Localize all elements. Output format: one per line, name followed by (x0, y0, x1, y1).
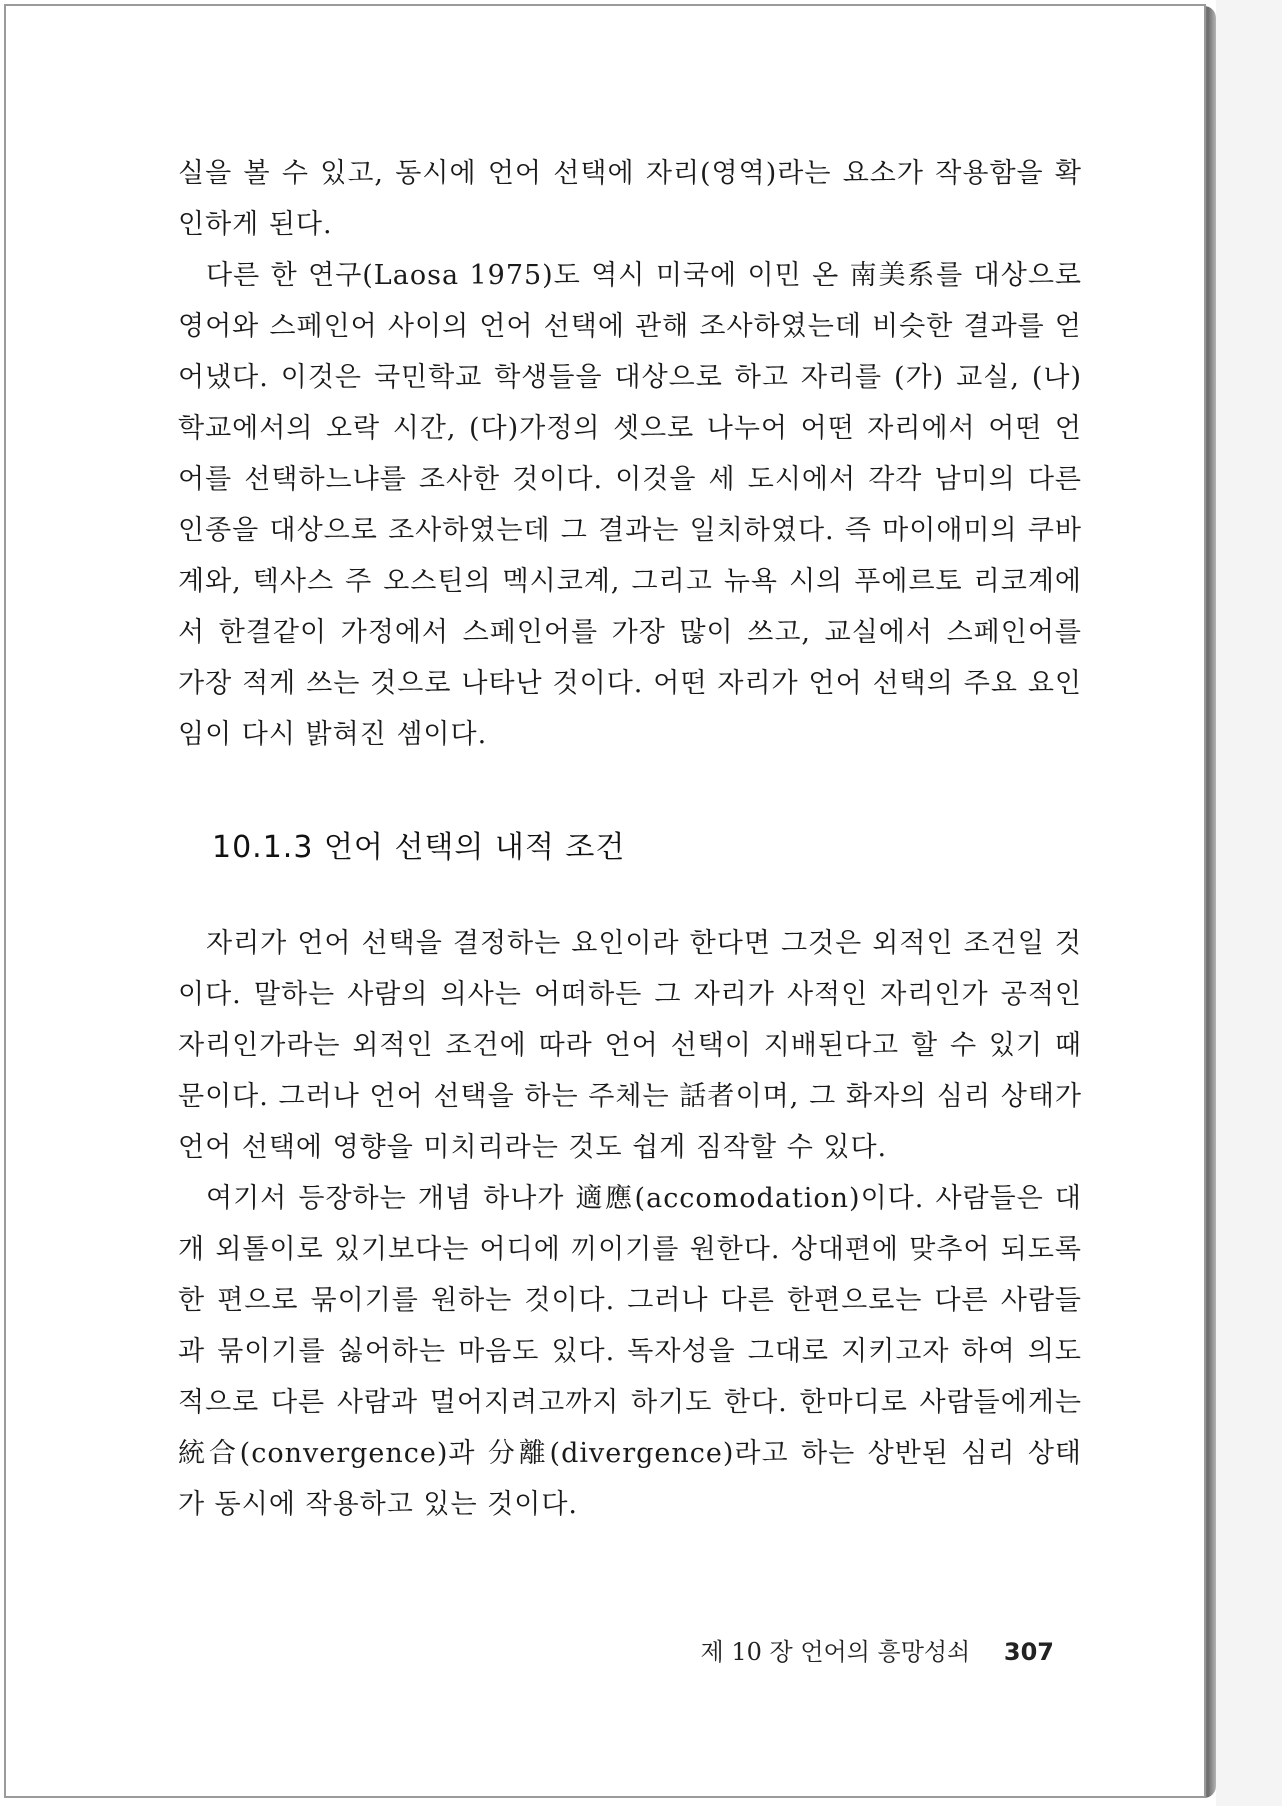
body-text-bottom (178, 918, 1082, 1530)
section-heading: 10.1.3 언어 선택의 내적 조건 (212, 830, 626, 865)
background-margin (1216, 0, 1282, 1806)
chapter-title: 제 10 장 언어의 흥망성쇠 (700, 1638, 971, 1666)
body-text-top (178, 148, 1082, 760)
page-number: 307 (1003, 1638, 1054, 1666)
paragraph-internal-condition: 자리가 언어 선택을 결정하는 요인이라 한다면 그것은 외적인 조건일 것이다. 말하는 사람의 의사는 어떠하든 그 자리가 사적인 자리인가 공적인 자리인가라는 외적인 조건에 따라 언어 선택이 지배된다고 할 수 있기 때문이다. 그러나 언어 선택을 하는 주체는 話者이며, 그 화자의 심리 상태가 언어 선택에 영향을 미치리라는 것도 쉽게 짐작할 수 있다. (178, 928, 1082, 1163)
paragraph-laosa-study: 다른 한 연구(Laosa 1975)도 역시 미국에 이민 온 南美系를 대상으로 영어와 스페인어 사이의 언어 선택에 관해 조사하였는데 비슷한 결과를 얻어냈다. 이것은 국민학교 학생들을 대상으로 하고 자리를 (가) 교실, (나)학교에서의 오락 시간, (다)가정의 셋으로 나누어 어떤 자리에서 어떤 언어를 선택하느냐를 조사한 것이다. 이것을 세 도시에서 각각 남미의 다른 인종을 대상으로 조사하였는데 그 결과는 일치하였다. 즉 마이애미의 쿠바계와, 텍사스 주 오스틴의 멕시코계, 그리고 뉴욕 시의 푸에르토 리코계에서 한결같이 가정에서 스페인어를 가장 많이 쓰고, 교실에서 스페인어를 가장 적게 쓰는 것으로 나타난 것이다. 어떤 자리가 언어 선택의 주요 요인임이 다시 밝혀진 셈이다. (178, 260, 1082, 750)
paragraph-accommodation: 여기서 등장하는 개념 하나가 適應(accomodation)이다. 사람들은 대개 외톨이로 있기보다는 어디에 끼이기를 원한다. 상대편에 맞추어 되도록 한 편으로 묶이기를 원하는 것이다. 그러나 다른 한편으로는 다른 사람들과 묶이기를 싫어하는 마음도 있다. 독자성을 그대로 지키고자 하여 의도적으로 다른 사람과 멀어지려고까지 하기도 한다. 한마디로 사람들에게는 統合(convergence)과 分離(divergence)라고 하는 상반된 심리 상태가 동시에 작용하고 있는 것이다. (178, 1183, 1082, 1520)
paragraph-continuation: 실을 볼 수 있고, 동시에 언어 선택에 자리(영역)라는 요소가 작용함을 확인하게 된다. (178, 158, 1082, 240)
page-footer (701, 1632, 1054, 1667)
